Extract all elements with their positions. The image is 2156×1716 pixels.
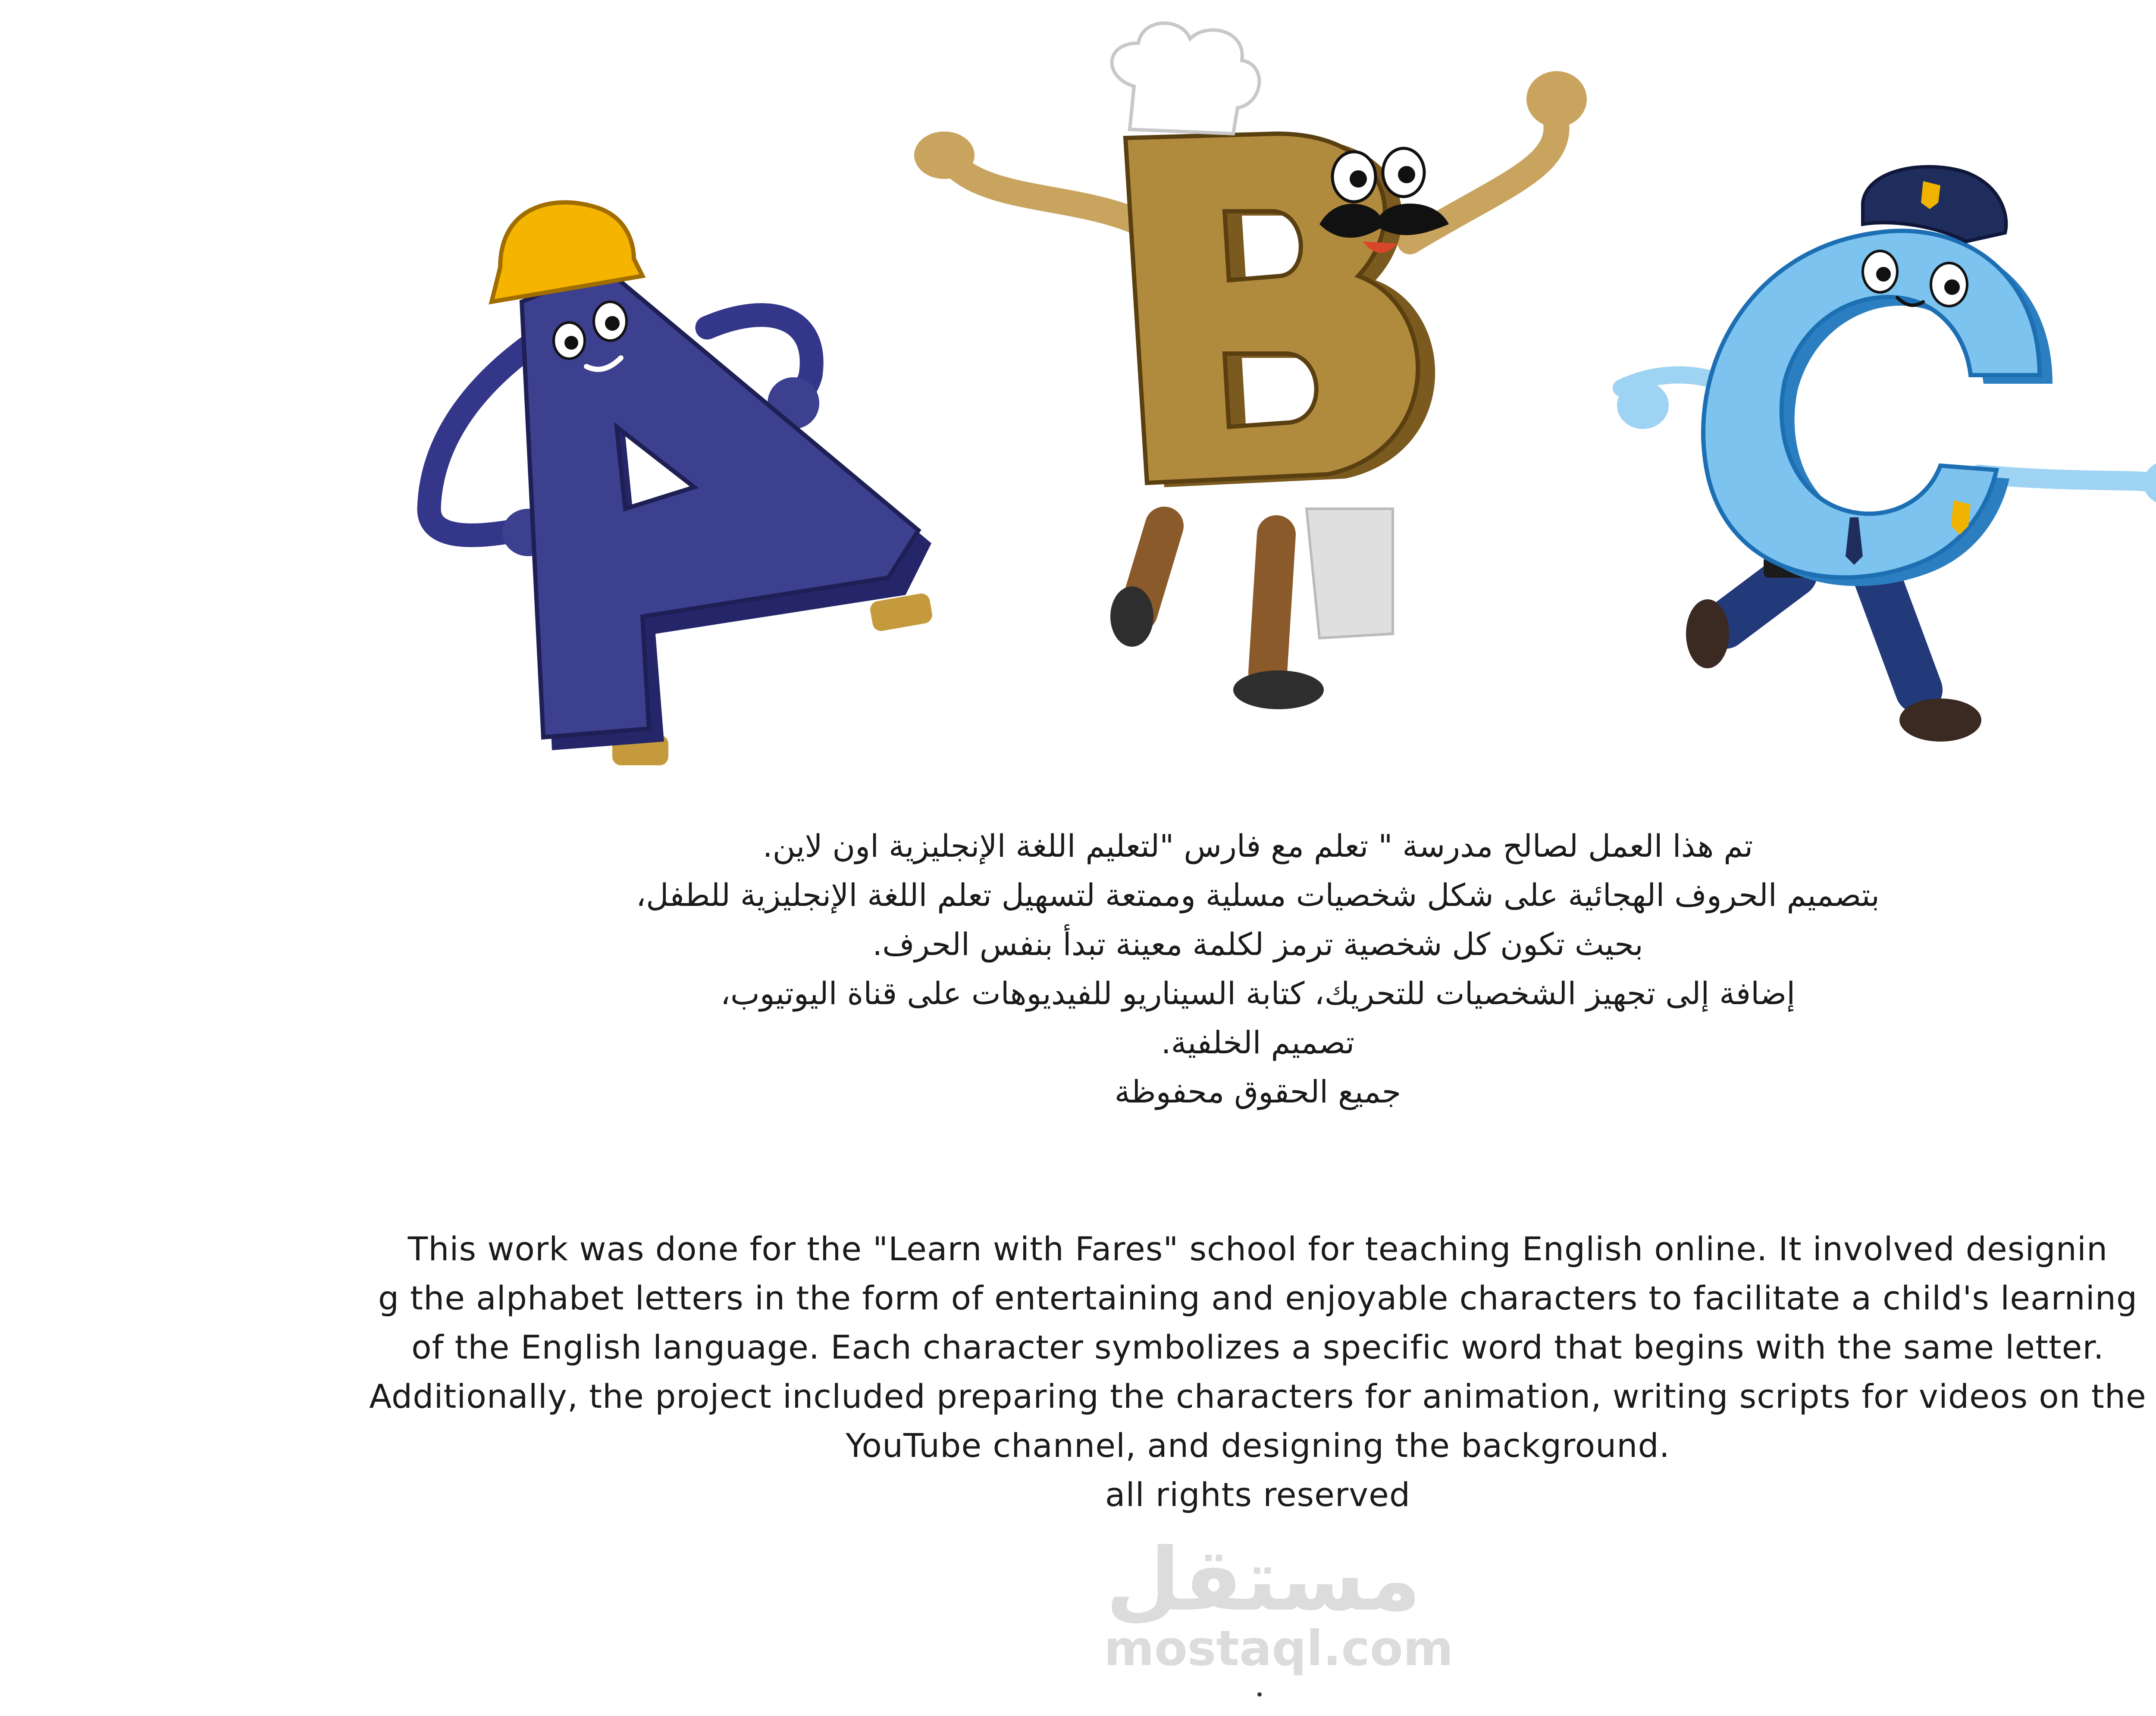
letter-c-right-pupil — [1944, 279, 1960, 295]
letter-b-right-leg — [1268, 535, 1276, 673]
letter-a-character — [429, 202, 934, 765]
english-line: all rights reserved — [1105, 1475, 1411, 1514]
arabic-description — [0, 821, 2156, 1116]
letter-b-right-pupil — [1398, 166, 1415, 183]
bottom-dot — [1257, 1692, 1262, 1697]
english-description — [0, 1224, 2156, 1519]
letter-b-chef-hat — [1112, 23, 1260, 134]
letter-b-right-shoe — [1233, 670, 1324, 709]
letter-c-character — [1617, 167, 2156, 742]
arabic-line: إضافة إلى تجهيز الشخصيات للتحريك، كتابة السيناريو للفيديوهات على قناة اليوتيوب، — [720, 975, 1796, 1011]
arabic-line: تم هذا العمل لصالح مدرسة " تعلم مع فارس "لتعليم اللغة الإنجليزية اون لاين. — [762, 828, 1753, 864]
letter-b-apron — [1307, 509, 1393, 638]
watermark-arabic-logo: مستقل — [1106, 1530, 1421, 1630]
letter-c-left-pupil — [1876, 267, 1891, 282]
letter-b-left-pupil — [1350, 170, 1367, 188]
letter-b-right-hand — [1526, 71, 1587, 127]
english-line: This work was done for the "Learn with Fares" school for teaching English online. It involved designin — [407, 1230, 2108, 1268]
letter-a-left-pupil — [564, 336, 578, 350]
abc-characters-illustration — [0, 0, 2156, 776]
arabic-line: بتصميم الحروف الهجائية على شكل شخصيات مسلية وممتعة لتسهيل تعلم اللغة الإنجليزية للطفل، — [636, 877, 1880, 913]
letter-b-left-shoe — [1110, 586, 1153, 647]
arabic-line: بحيث تكون كل شخصية ترمز لكلمة معينة تبدأ بنفس الحرف. — [872, 926, 1643, 962]
watermark-domain: mostaql.com — [1104, 1621, 1454, 1677]
arabic-line: تصميم الخلفية. — [1161, 1024, 1355, 1061]
english-line: YouTube channel, and designing the background. — [846, 1426, 1670, 1465]
english-line: g the alphabet letters in the form of entertaining and enjoyable characters to facilitate a child's learning — [378, 1279, 2138, 1317]
english-line: of the English language. Each character symbolizes a specific word that begins with the same letter. — [411, 1328, 2104, 1366]
letter-c-left-leg — [1725, 573, 1794, 625]
arabic-line: جميع الحقوق محفوظة — [1114, 1074, 1401, 1110]
letter-b-left-arm — [953, 164, 1143, 224]
letter-b-character — [914, 23, 1587, 709]
letter-b-left-hand — [914, 132, 975, 179]
letter-c-left-hand — [1617, 382, 1669, 429]
english-line: Additionally, the project included preparing the characters for animation, writing scripts for videos on the — [369, 1377, 2147, 1415]
letter-c-right-shoe — [1899, 698, 1981, 742]
letter-c-right-hand — [2143, 459, 2156, 507]
letter-a-right-pupil — [605, 316, 620, 331]
letter-c-left-shoe — [1686, 599, 1729, 668]
letter-c-right-leg — [1876, 573, 1919, 690]
mostaql-watermark — [1104, 1530, 1454, 1677]
